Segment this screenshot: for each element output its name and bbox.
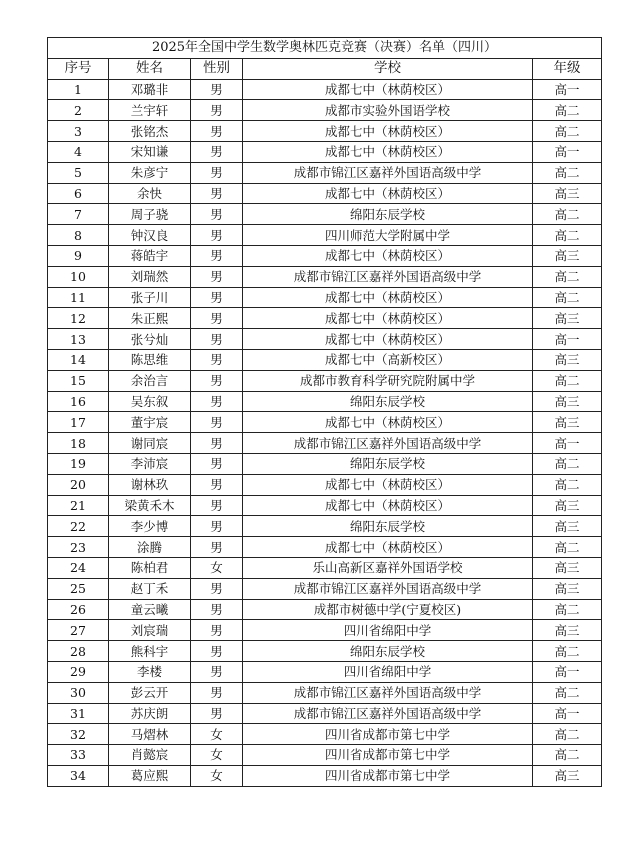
cell-school: 成都七中（林荫校区） <box>243 537 533 558</box>
cell-gender: 男 <box>191 516 243 537</box>
cell-grade: 高二 <box>533 225 602 246</box>
cell-name: 梁黄禾木 <box>109 495 191 516</box>
table-row <box>48 516 602 537</box>
cell-grade: 高二 <box>533 121 602 142</box>
cell-school: 四川省成都市第七中学 <box>243 765 533 786</box>
header-index: 序号 <box>48 58 109 79</box>
cell-gender: 男 <box>191 620 243 641</box>
cell-gender: 男 <box>191 204 243 225</box>
cell-grade: 高一 <box>533 141 602 162</box>
cell-name: 陈思维 <box>109 349 191 370</box>
cell-index: 24 <box>48 557 109 578</box>
cell-grade: 高一 <box>533 79 602 100</box>
cell-school: 成都市锦江区嘉祥外国语高级中学 <box>243 578 533 599</box>
cell-gender: 男 <box>191 225 243 246</box>
cell-name: 马熠林 <box>109 724 191 745</box>
cell-index: 19 <box>48 453 109 474</box>
table-row <box>48 745 602 766</box>
cell-index: 7 <box>48 204 109 225</box>
cell-index: 8 <box>48 225 109 246</box>
table-title-row <box>48 38 602 59</box>
table-row <box>48 724 602 745</box>
cell-grade: 高二 <box>533 682 602 703</box>
cell-gender: 男 <box>191 121 243 142</box>
table-row <box>48 599 602 620</box>
cell-gender: 男 <box>191 433 243 454</box>
table-row <box>48 641 602 662</box>
cell-index: 13 <box>48 329 109 350</box>
header-row <box>48 58 602 79</box>
cell-index: 28 <box>48 641 109 662</box>
cell-school: 成都市实验外国语学校 <box>243 100 533 121</box>
cell-grade: 高二 <box>533 370 602 391</box>
cell-name: 钟汉良 <box>109 225 191 246</box>
cell-name: 余快 <box>109 183 191 204</box>
cell-school: 四川省绵阳中学 <box>243 661 533 682</box>
cell-grade: 高二 <box>533 745 602 766</box>
cell-name: 赵丁禾 <box>109 578 191 599</box>
header-school: 学校 <box>243 58 533 79</box>
table-row <box>48 578 602 599</box>
table-row <box>48 225 602 246</box>
cell-name: 邓璐非 <box>109 79 191 100</box>
table-row <box>48 765 602 786</box>
cell-index: 23 <box>48 537 109 558</box>
cell-index: 33 <box>48 745 109 766</box>
cell-school: 成都七中（林荫校区） <box>243 329 533 350</box>
cell-gender: 男 <box>191 474 243 495</box>
cell-gender: 男 <box>191 266 243 287</box>
cell-index: 18 <box>48 433 109 454</box>
cell-grade: 高三 <box>533 183 602 204</box>
cell-gender: 男 <box>191 329 243 350</box>
table-row <box>48 453 602 474</box>
cell-name: 朱彦宁 <box>109 162 191 183</box>
cell-grade: 高二 <box>533 453 602 474</box>
table-row <box>48 329 602 350</box>
cell-school: 成都七中（林荫校区） <box>243 141 533 162</box>
cell-grade: 高三 <box>533 349 602 370</box>
table-row <box>48 245 602 266</box>
cell-name: 陈柏君 <box>109 557 191 578</box>
table-row <box>48 620 602 641</box>
cell-index: 29 <box>48 661 109 682</box>
cell-index: 25 <box>48 578 109 599</box>
cell-name: 苏庆朗 <box>109 703 191 724</box>
cell-gender: 男 <box>191 370 243 391</box>
cell-school: 成都市锦江区嘉祥外国语高级中学 <box>243 682 533 703</box>
cell-index: 26 <box>48 599 109 620</box>
cell-gender: 男 <box>191 682 243 703</box>
cell-school: 成都市锦江区嘉祥外国语高级中学 <box>243 703 533 724</box>
cell-school: 绵阳东辰学校 <box>243 391 533 412</box>
cell-grade: 高三 <box>533 495 602 516</box>
table-row <box>48 183 602 204</box>
cell-name: 张兮灿 <box>109 329 191 350</box>
cell-index: 21 <box>48 495 109 516</box>
cell-index: 3 <box>48 121 109 142</box>
cell-grade: 高三 <box>533 765 602 786</box>
cell-grade: 高三 <box>533 412 602 433</box>
cell-grade: 高二 <box>533 287 602 308</box>
table-row <box>48 433 602 454</box>
cell-gender: 男 <box>191 537 243 558</box>
cell-gender: 男 <box>191 412 243 433</box>
cell-school: 成都七中（高新校区） <box>243 349 533 370</box>
table-row <box>48 79 602 100</box>
cell-gender: 男 <box>191 703 243 724</box>
cell-name: 童云曦 <box>109 599 191 620</box>
cell-school: 四川师范大学附属中学 <box>243 225 533 246</box>
cell-school: 成都市锦江区嘉祥外国语高级中学 <box>243 266 533 287</box>
table-row <box>48 682 602 703</box>
cell-name: 谢林玖 <box>109 474 191 495</box>
cell-name: 张子川 <box>109 287 191 308</box>
header-name: 姓名 <box>109 58 191 79</box>
cell-grade: 高三 <box>533 578 602 599</box>
cell-index: 12 <box>48 308 109 329</box>
cell-index: 2 <box>48 100 109 121</box>
table-row <box>48 204 602 225</box>
cell-gender: 男 <box>191 162 243 183</box>
cell-index: 6 <box>48 183 109 204</box>
cell-gender: 男 <box>191 100 243 121</box>
cell-grade: 高二 <box>533 537 602 558</box>
cell-gender: 男 <box>191 641 243 662</box>
cell-grade: 高二 <box>533 724 602 745</box>
cell-grade: 高三 <box>533 516 602 537</box>
cell-school: 成都七中（林荫校区） <box>243 308 533 329</box>
cell-index: 10 <box>48 266 109 287</box>
cell-school: 成都七中（林荫校区） <box>243 287 533 308</box>
cell-index: 34 <box>48 765 109 786</box>
cell-index: 31 <box>48 703 109 724</box>
cell-school: 成都七中（林荫校区） <box>243 495 533 516</box>
cell-school: 四川省成都市第七中学 <box>243 745 533 766</box>
cell-gender: 女 <box>191 724 243 745</box>
cell-grade: 高三 <box>533 391 602 412</box>
cell-name: 李沛宸 <box>109 453 191 474</box>
cell-grade: 高二 <box>533 474 602 495</box>
cell-gender: 男 <box>191 349 243 370</box>
table-row <box>48 537 602 558</box>
table-row <box>48 162 602 183</box>
cell-school: 成都七中（林荫校区） <box>243 183 533 204</box>
cell-name: 涂腾 <box>109 537 191 558</box>
table-row <box>48 412 602 433</box>
roster-table <box>47 37 602 787</box>
cell-grade: 高一 <box>533 433 602 454</box>
cell-name: 吴东叙 <box>109 391 191 412</box>
cell-gender: 女 <box>191 765 243 786</box>
cell-gender: 男 <box>191 308 243 329</box>
cell-gender: 女 <box>191 745 243 766</box>
cell-grade: 高三 <box>533 557 602 578</box>
cell-name: 刘宸瑞 <box>109 620 191 641</box>
cell-name: 刘瑞然 <box>109 266 191 287</box>
cell-grade: 高二 <box>533 266 602 287</box>
cell-school: 绵阳东辰学校 <box>243 516 533 537</box>
cell-grade: 高三 <box>533 620 602 641</box>
cell-name: 葛应熙 <box>109 765 191 786</box>
cell-name: 肖懿宸 <box>109 745 191 766</box>
cell-index: 32 <box>48 724 109 745</box>
cell-index: 4 <box>48 141 109 162</box>
cell-school: 绵阳东辰学校 <box>243 204 533 225</box>
cell-grade: 高二 <box>533 599 602 620</box>
table-row <box>48 287 602 308</box>
cell-gender: 女 <box>191 557 243 578</box>
cell-name: 周子骁 <box>109 204 191 225</box>
cell-name: 熊科宇 <box>109 641 191 662</box>
cell-gender: 男 <box>191 245 243 266</box>
cell-gender: 男 <box>191 141 243 162</box>
cell-gender: 男 <box>191 495 243 516</box>
cell-index: 16 <box>48 391 109 412</box>
cell-school: 成都七中（林荫校区） <box>243 121 533 142</box>
cell-gender: 男 <box>191 287 243 308</box>
cell-index: 17 <box>48 412 109 433</box>
cell-gender: 男 <box>191 578 243 599</box>
cell-name: 朱正熙 <box>109 308 191 329</box>
cell-index: 14 <box>48 349 109 370</box>
cell-grade: 高二 <box>533 162 602 183</box>
cell-name: 董宇宸 <box>109 412 191 433</box>
cell-grade: 高一 <box>533 661 602 682</box>
header-gender: 性别 <box>191 58 243 79</box>
cell-gender: 男 <box>191 391 243 412</box>
table-row <box>48 100 602 121</box>
cell-school: 成都七中（林荫校区） <box>243 474 533 495</box>
table-row <box>48 703 602 724</box>
cell-gender: 男 <box>191 453 243 474</box>
cell-grade: 高一 <box>533 329 602 350</box>
table-row <box>48 391 602 412</box>
table-row <box>48 121 602 142</box>
cell-index: 5 <box>48 162 109 183</box>
cell-school: 绵阳东辰学校 <box>243 641 533 662</box>
cell-school: 绵阳东辰学校 <box>243 453 533 474</box>
table-row <box>48 370 602 391</box>
table-row <box>48 141 602 162</box>
table-row <box>48 266 602 287</box>
cell-name: 张铭杰 <box>109 121 191 142</box>
cell-gender: 男 <box>191 661 243 682</box>
cell-school: 四川省成都市第七中学 <box>243 724 533 745</box>
cell-grade: 高二 <box>533 100 602 121</box>
table-row <box>48 474 602 495</box>
cell-school: 成都市锦江区嘉祥外国语高级中学 <box>243 433 533 454</box>
table-title: 2025年全国中学生数学奥林匹克竞赛（决赛）名单（四川） <box>48 38 602 59</box>
cell-name: 李楼 <box>109 661 191 682</box>
table-row <box>48 557 602 578</box>
cell-grade: 高二 <box>533 641 602 662</box>
table-row <box>48 349 602 370</box>
cell-school: 成都七中（林荫校区） <box>243 412 533 433</box>
cell-school: 成都市教育科学研究院附属中学 <box>243 370 533 391</box>
cell-name: 蒋皓宇 <box>109 245 191 266</box>
cell-grade: 高三 <box>533 245 602 266</box>
cell-name: 李少博 <box>109 516 191 537</box>
table-row <box>48 308 602 329</box>
cell-index: 9 <box>48 245 109 266</box>
table-body <box>48 79 602 786</box>
table-row <box>48 495 602 516</box>
cell-name: 彭云开 <box>109 682 191 703</box>
cell-index: 1 <box>48 79 109 100</box>
cell-index: 27 <box>48 620 109 641</box>
table-row <box>48 661 602 682</box>
cell-name: 兰宇轩 <box>109 100 191 121</box>
cell-name: 余治言 <box>109 370 191 391</box>
cell-name: 谢同宸 <box>109 433 191 454</box>
cell-grade: 高一 <box>533 703 602 724</box>
cell-school: 乐山高新区嘉祥外国语学校 <box>243 557 533 578</box>
cell-index: 30 <box>48 682 109 703</box>
cell-school: 成都七中（林荫校区） <box>243 79 533 100</box>
cell-grade: 高三 <box>533 308 602 329</box>
cell-school: 成都市锦江区嘉祥外国语高级中学 <box>243 162 533 183</box>
cell-gender: 男 <box>191 183 243 204</box>
cell-index: 20 <box>48 474 109 495</box>
cell-grade: 高二 <box>533 204 602 225</box>
cell-index: 22 <box>48 516 109 537</box>
cell-school: 成都七中（林荫校区） <box>243 245 533 266</box>
cell-school: 四川省绵阳中学 <box>243 620 533 641</box>
cell-index: 15 <box>48 370 109 391</box>
cell-school: 成都市树德中学(宁夏校区) <box>243 599 533 620</box>
header-grade: 年级 <box>533 58 602 79</box>
cell-gender: 男 <box>191 79 243 100</box>
cell-index: 11 <box>48 287 109 308</box>
cell-name: 宋知谦 <box>109 141 191 162</box>
cell-gender: 男 <box>191 599 243 620</box>
